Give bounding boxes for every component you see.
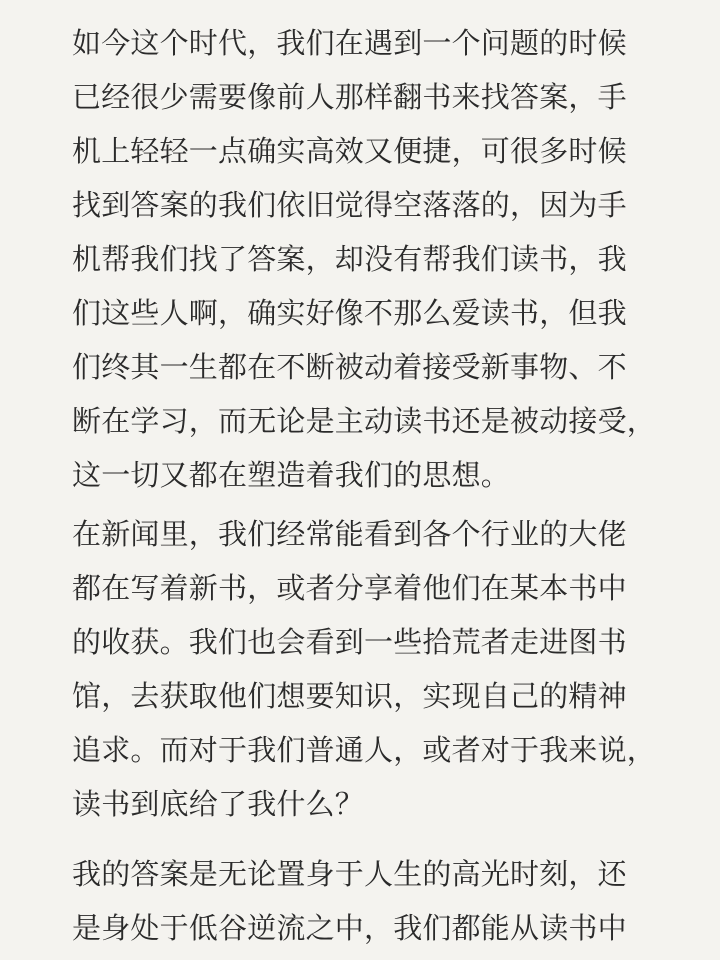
paragraph-1-line-7: 们终其一生都在不断被动着接受新事物、不 [72,350,627,384]
paragraph-1-line-3: 机上轻轻一点确实高效又便捷，可很多时候 [72,134,627,168]
paragraph-1-line-1: 如今这个时代，我们在遇到一个问题的时候 [72,26,627,60]
paragraph-1-line-6: 们这些人啊，确实好像不那么爱读书，但我 [72,296,627,330]
paragraph-2-line-3: 的收获。我们也会看到一些拾荒者走进图书 [72,625,627,659]
paragraph-3-line-2: 是身处于低谷逆流之中，我们都能从读书中 [72,911,627,945]
paragraph-2-line-5: 追求。而对于我们普通人，或者对于我来说， [72,733,657,767]
paragraph-1-line-8: 断在学习，而无论是主动读书还是被动接受， [72,404,657,438]
paragraph-2-line-1: 在新闻里，我们经常能看到各个行业的大佬 [72,517,627,551]
paragraph-1-line-2: 已经很少需要像前人那样翻书来找答案，手 [72,80,627,114]
paragraph-2-line-2: 都在写着新书，或者分享着他们在某本书中 [72,571,627,605]
paragraph-2-line-6: 读书到底给了我什么？ [72,787,365,821]
paragraph-3-line-1: 我的答案是无论置身于人生的高光时刻，还 [72,857,627,891]
paragraph-2-line-4: 馆，去获取他们想要知识，实现自己的精神 [72,679,627,713]
paragraph-1-line-4: 找到答案的我们依旧觉得空落落的，因为手 [72,188,627,222]
paragraph-1-line-9: 这一切又都在塑造着我们的思想。 [72,458,511,492]
paragraph-1-line-5: 机帮我们找了答案，却没有帮我们读书，我 [72,242,627,276]
